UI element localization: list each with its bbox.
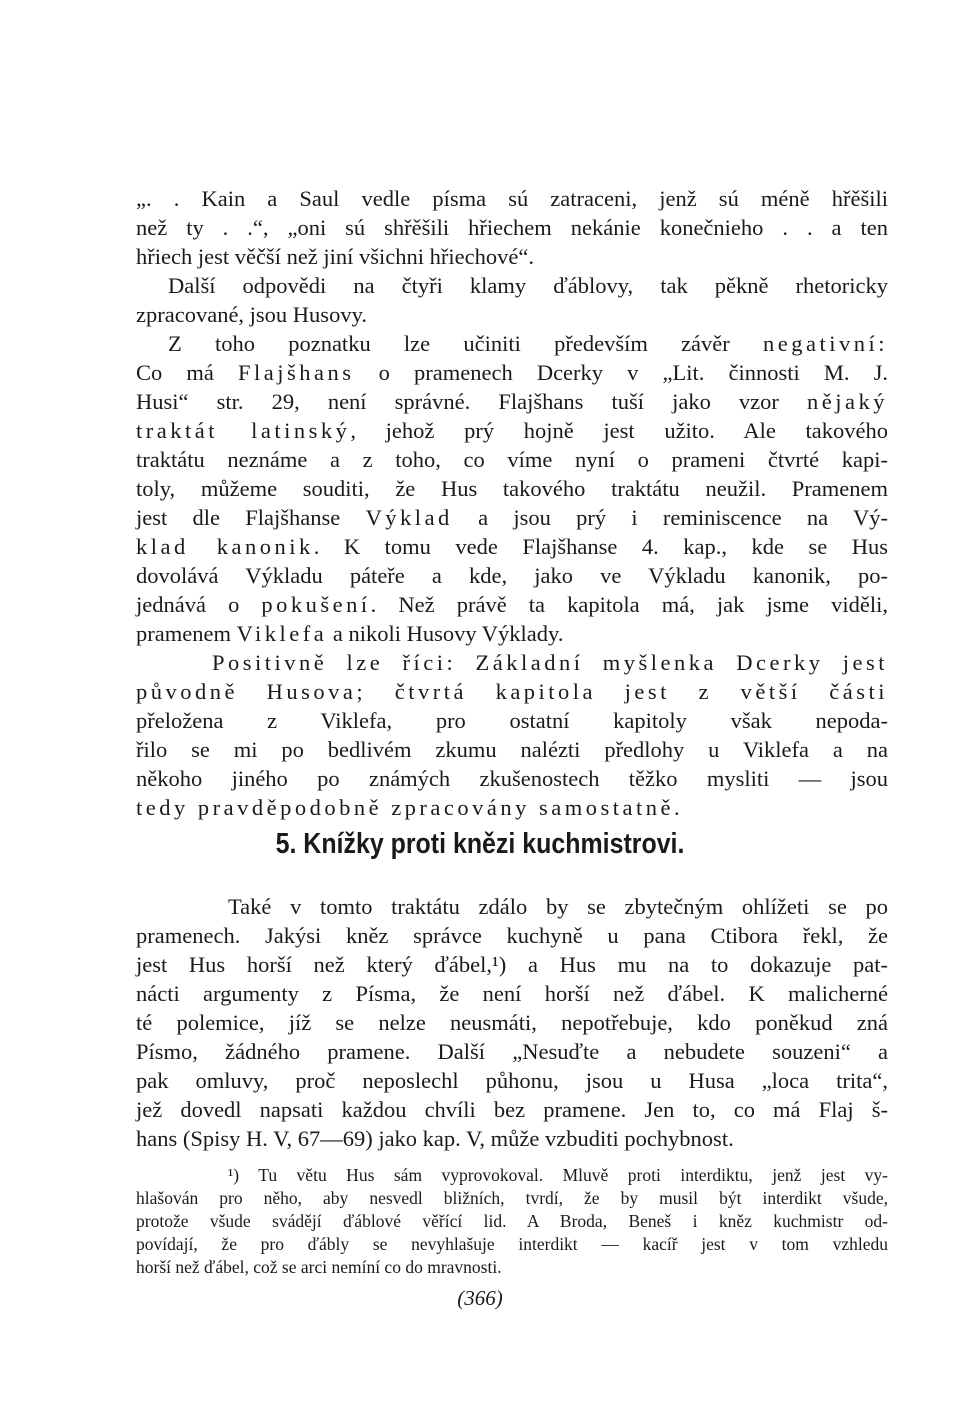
text-line: tedy pravděpodobně zpracovány samostatně. (136, 795, 684, 820)
text-line: Z toho poznatku lze učiniti především závěr negativní: (168, 331, 888, 356)
text-line: řilo se mi po bedlivém zkumu nalézti předlohy u Viklefa a na (136, 737, 888, 762)
text-line: dovolává Výkladu páteře a kde, jako ve Výkladu kanonik, po- (136, 563, 888, 588)
text-line: té polemice, jíž se nelze neusmáti, nepotřebuje, kdo poněkud zná (136, 1010, 888, 1035)
text-line: někoho jiného po známých zkušenostech těžko mysliti — jsou (136, 766, 888, 791)
page-number: (366) (457, 1286, 503, 1310)
text-line: zpracované, jsou Husovy. (136, 302, 367, 327)
footnote-line: protože všude svádějí ďáblové věřící lid. A Broda, Beneš i kněz kuchmistr od- (136, 1211, 888, 1231)
text-line: než ty . .“, „oni sú shřěšili hřiechem nekánie konečnieho . . a ten (136, 215, 888, 240)
text-line: nácti argumenty z Písma, že není horší než ďábel. K malicherné (136, 981, 888, 1006)
section-heading: 5. Knížky proti knězi kuchmistrovi. (275, 828, 685, 860)
text-line: původně Husova; čtvrtá kapitola jest z větší části (136, 679, 888, 704)
text-line: pramenem Viklefa a nikoli Husovy Výklady. (136, 621, 564, 646)
footnote-line: hlašován pro něho, aby nesvedl bližních, tvrdí, že by musil být interdikt všude, (136, 1188, 888, 1208)
text-line: jest dle Flajšhanse Výklad a jsou prý i reminiscence na Vý- (136, 505, 888, 530)
footnote-line: povídají, že pro ďábly se nevyhlašuje interdikt — kacíř jest v tom vzhledu (136, 1234, 888, 1254)
text-line: Písmo, žádného pramene. Další „Nesuďte a nebudete souzeni“ a (136, 1039, 888, 1064)
text-line: klad kanonik. K tomu vede Flajšhanse 4. kap., kde se Hus (136, 534, 888, 559)
text-line: traktátu neznáme a z toho, co víme nyní o prameni čtvrté kapi- (136, 447, 888, 472)
text-line: přeložena z Viklefa, pro ostatní kapitoly však nepoda- (136, 708, 888, 733)
text-line: jest Hus horší než který ďábel,¹) a Hus mu na to dokazuje pat- (136, 952, 888, 977)
footnote-line: horší než ďábel, což se arci nemíní co do mravnosti. (136, 1257, 502, 1277)
text-line: pak omluvy, proč neposlechl půhonu, jsou u Husa „loca trita“, (136, 1068, 888, 1093)
text-line: Další odpovědi na čtyři klamy ďáblovy, tak pěkně rhetoricky (168, 273, 888, 298)
footnote-line: ¹) Tu větu Hus sám vyprovokoval. Mluvě proti interdiktu, jenž jest vy- (228, 1165, 888, 1185)
text-line: traktát latinský, jehož prý hojně jest užito. Ale takového (136, 418, 888, 443)
text-line: Také v tomto traktátu zdálo by se zbytečným ohlížeti se po (228, 894, 888, 919)
text-line: Husi“ str. 29, není správné. Flajšhans tuší jako vzor nějaký (136, 389, 888, 414)
text-line: hřiech jest věčší než jiní všichni hřiechové“. (136, 244, 534, 269)
text-line: jednává o pokušení. Než právě ta kapitola má, jak jsme viděli, (136, 592, 888, 617)
text-line: toly, můžeme souditi, že Hus takového traktátu neužil. Pramenem (136, 476, 888, 501)
text-line: „. . Kain a Saul vedle písma sú zatraceni, jenž sú méně hřěšili (136, 186, 888, 211)
text-line: pramenech. Jakýsi kněz správce kuchyně u pana Ctibora řekl, že (136, 923, 888, 948)
text-line: jež dovedl napsati každou chvíli bez pramene. Jen to, co má Flaj š- (136, 1097, 888, 1122)
text-line: hans (Spisy H. V, 67—69) jako kap. V, může vzbuditi pochybnost. (136, 1126, 734, 1151)
text-line: Co má Flajšhans o pramenech Dcerky v „Lit. činnosti M. J. (136, 360, 888, 385)
text-line: Positivně lze říci: Základní myšlenka Dcerky jest (212, 650, 888, 675)
